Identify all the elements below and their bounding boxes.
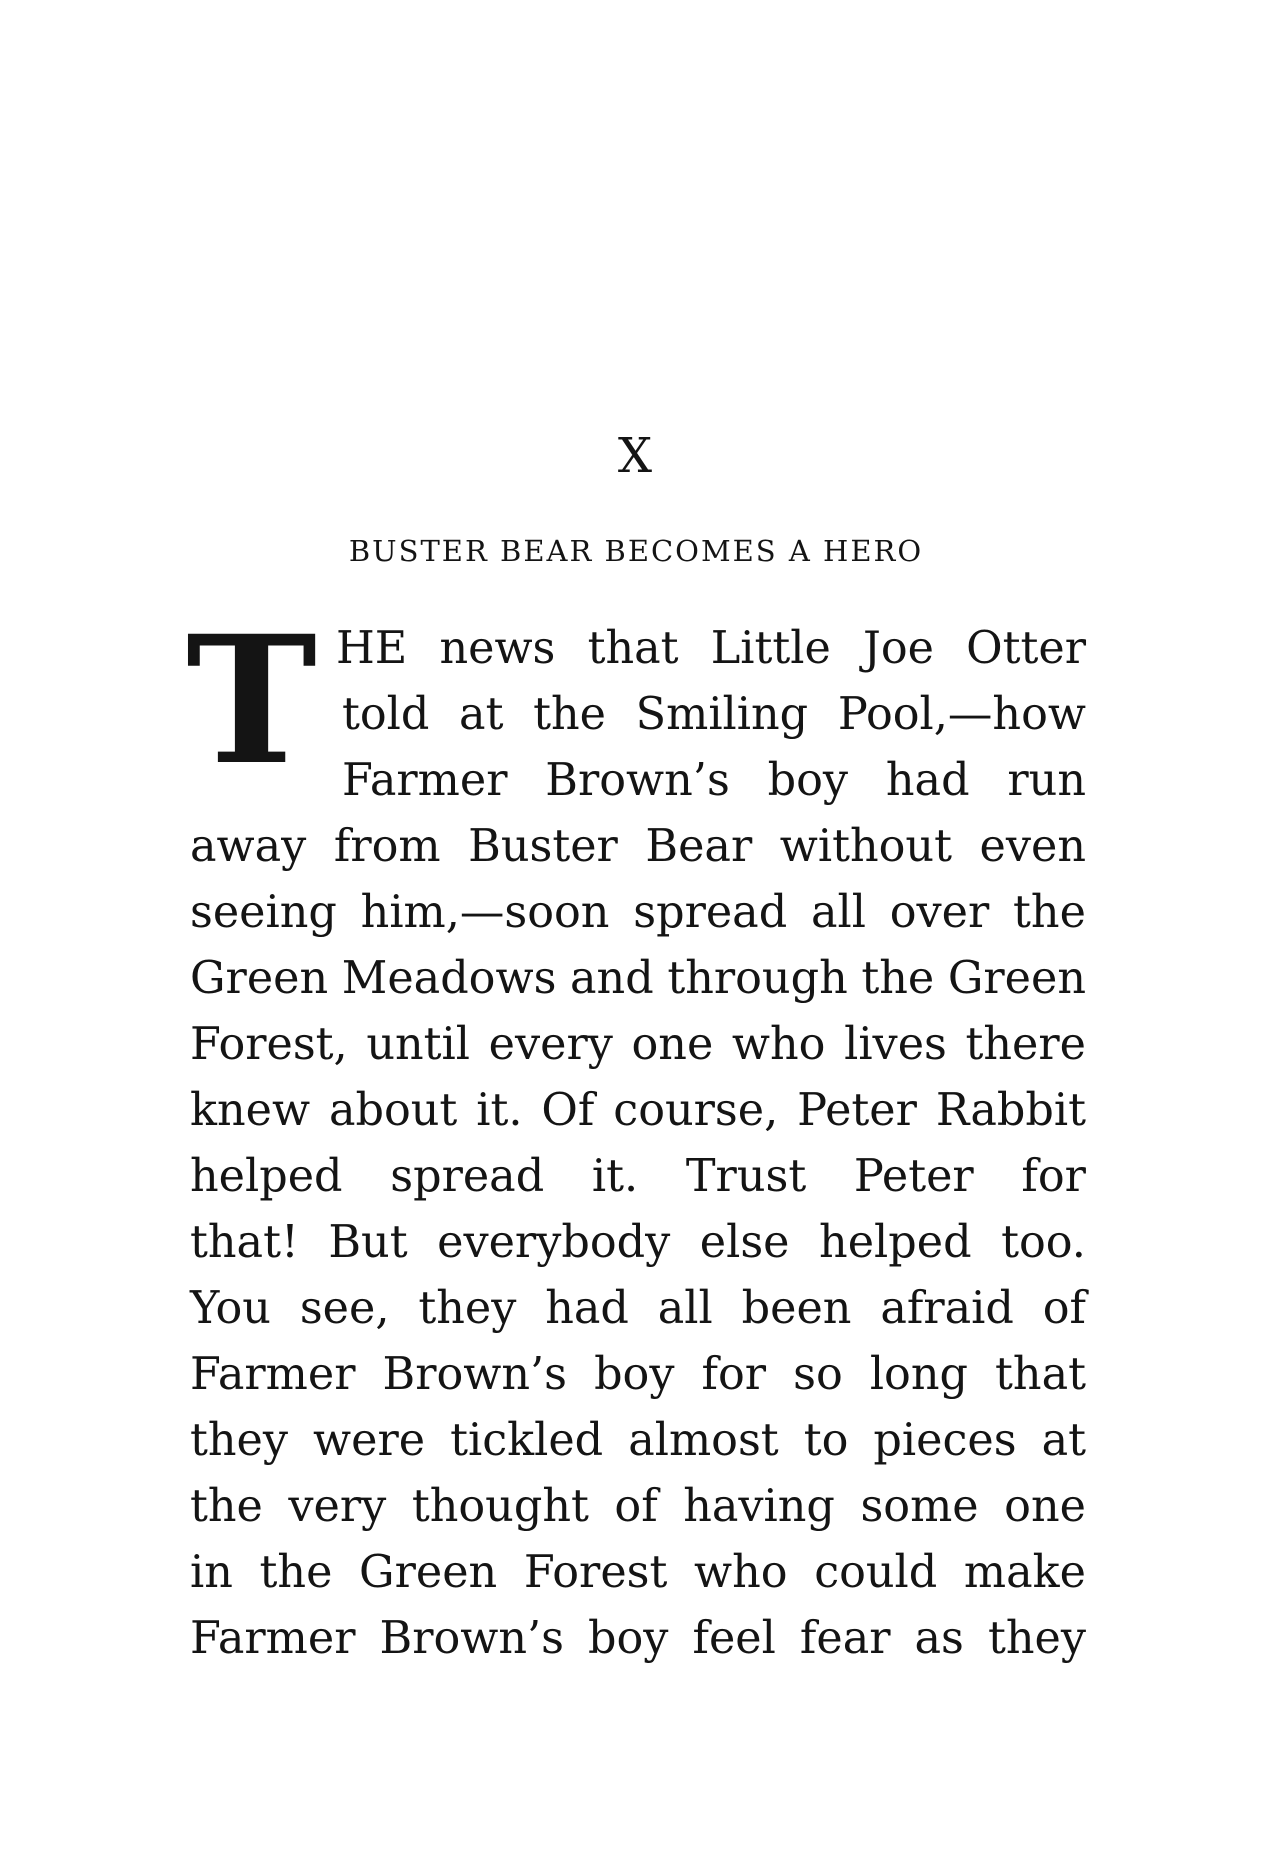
text-line: they were tickled almost to pieces at xyxy=(190,1415,1086,1466)
drop-cap: T xyxy=(186,597,317,804)
text-line: Farmer Brown’s boy had run xyxy=(342,755,1086,806)
text-line: Forest, until every one who lives there xyxy=(190,1019,1086,1070)
chapter-text xyxy=(186,597,1086,1672)
text-line: knew about it. Of course, Peter Rabbit xyxy=(190,1085,1086,1136)
text-line: that! But everybody else helped too. xyxy=(190,1217,1086,1268)
text-line: HE news that Little Joe Otter xyxy=(336,623,1086,674)
chapter-number: X xyxy=(617,428,655,484)
text-line: You see, they had all been afraid of xyxy=(190,1283,1086,1334)
text-line: Green Meadows and through the Green xyxy=(190,953,1086,1004)
chapter-title: BUSTER BEAR BECOMES A HERO xyxy=(348,534,924,568)
text-line: seeing him,—soon spread all over the xyxy=(190,887,1086,938)
text-line: in the Green Forest who could make xyxy=(190,1547,1086,1598)
text-line: Farmer Brown’s boy feel fear as they xyxy=(190,1613,1086,1664)
text-line: told at the Smiling Pool,—how xyxy=(342,689,1086,740)
text-line: helped spread it. Trust Peter for xyxy=(190,1151,1086,1202)
text-line: away from Buster Bear without even xyxy=(190,821,1086,872)
text-line: Farmer Brown’s boy for so long that xyxy=(190,1349,1086,1400)
text-line: the very thought of having some one xyxy=(190,1481,1086,1532)
